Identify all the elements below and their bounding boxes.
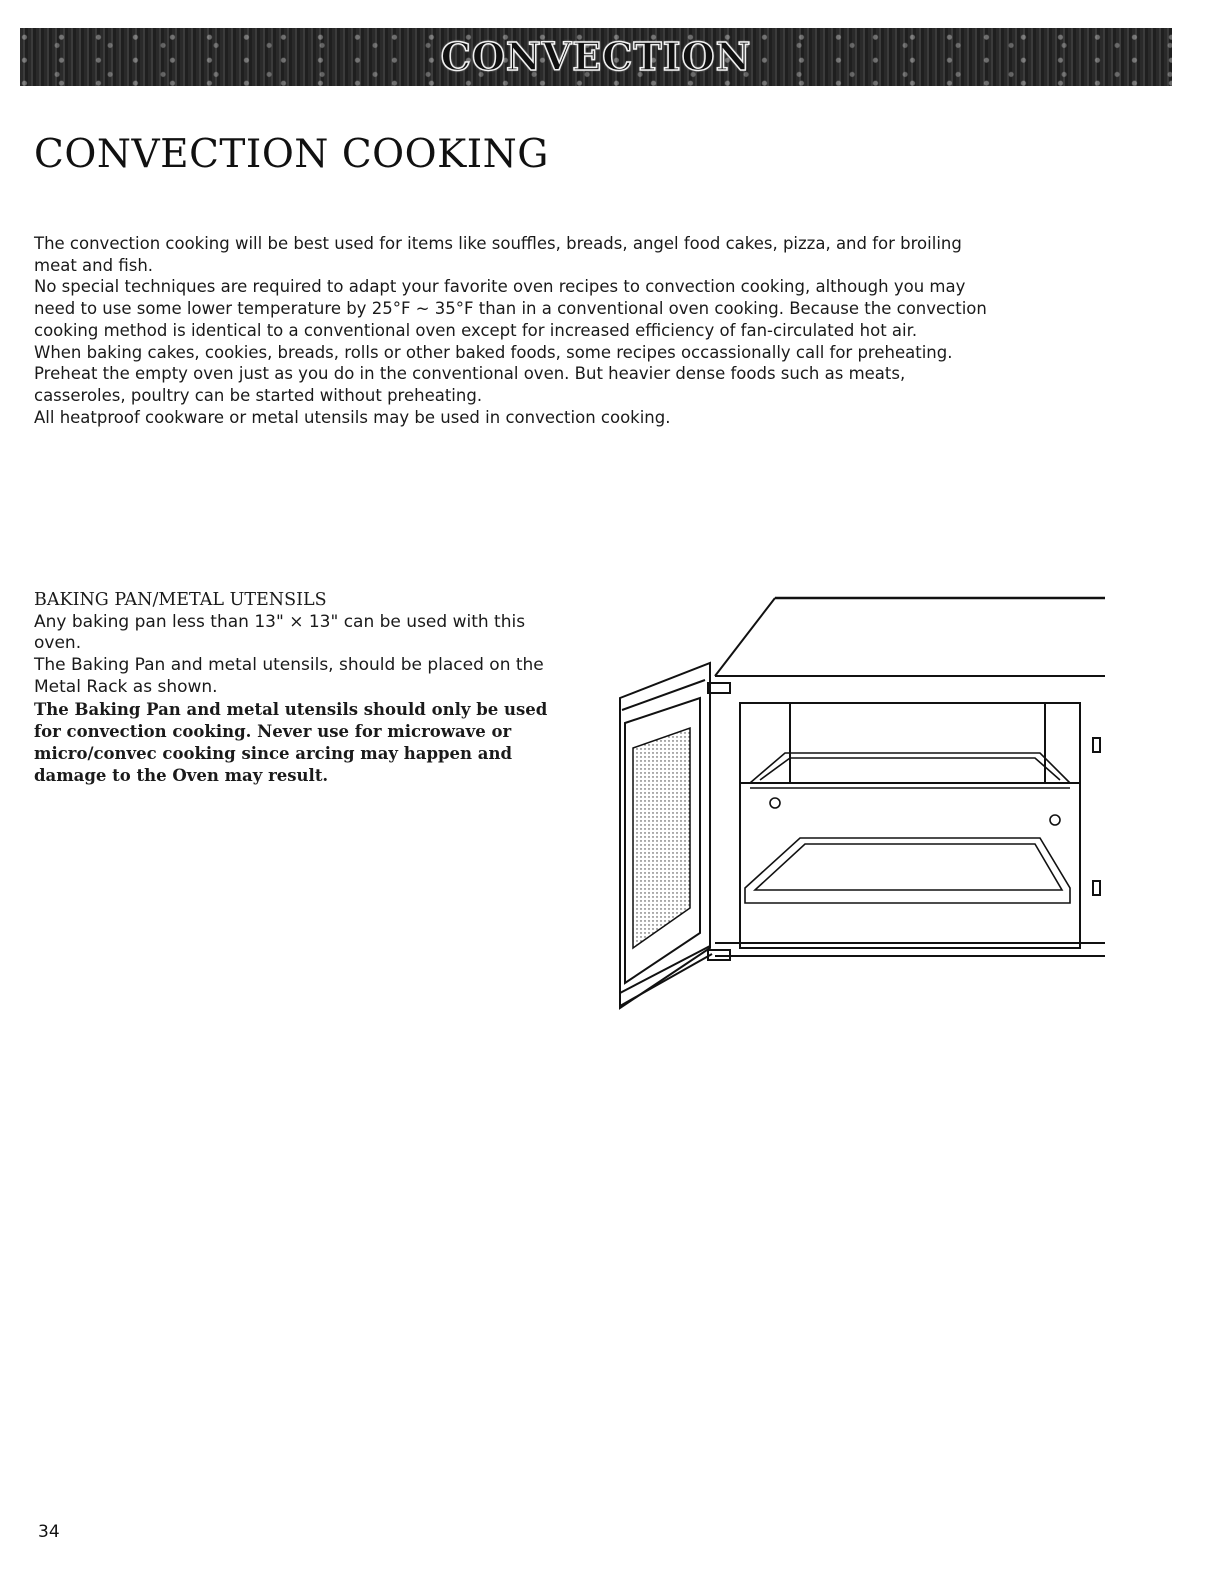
section-heading: BAKING PAN/METAL UTENSILS — [34, 590, 327, 610]
baking-pan — [745, 838, 1070, 903]
intro-text — [34, 233, 994, 428]
intro-paragraph: All heatproof cookware or metal utensils may be used in convection cooking. — [34, 407, 671, 427]
metal-rack — [750, 753, 1070, 825]
pan-size-text: Any baking pan less than 13" × 13" can be used with this oven. — [34, 611, 526, 654]
intro-paragraph: No special techniques are required to adapt your favorite oven recipes to convection cooking, although you may need to use some lower temperature by 25°F ~ 35°F than in a conventional oven cooking. Because the convection cooking method is identical to a conventional oven except for increased efficiency of fan-circulated hot air. — [34, 277, 987, 340]
banner-title: CONVECTION — [440, 34, 752, 79]
page-title: CONVECTION COOKING — [34, 132, 549, 177]
oven-with-rack-and-pan-illustration — [600, 588, 1110, 1018]
intro-paragraph: When baking cakes, cookies, breads, rolls or other baked foods, some recipes occassionally call for preheating. Preheat the empty oven just as you do in the conventional oven. But heavier dense foods such as meats, casseroles, poultry can be started without preheating. — [34, 342, 953, 405]
page-number: 34 — [38, 1522, 60, 1542]
placement-text: The Baking Pan and metal utensils, should be placed on the Metal Rack as shown. — [34, 655, 544, 697]
warning-text: The Baking Pan and metal utensils should only be used for convection cooking. Never use for microwave or micro/convec cooking since arcing may happen and damage to the Oven may result. — [34, 699, 548, 786]
section-banner — [20, 28, 1172, 86]
intro-paragraph: The convection cooking will be best used for items like souffles, breads, angel food cakes, pizza, and for broiling meat and fish. — [34, 234, 962, 275]
oven-door — [620, 663, 730, 1008]
baking-pan-section — [34, 590, 554, 788]
